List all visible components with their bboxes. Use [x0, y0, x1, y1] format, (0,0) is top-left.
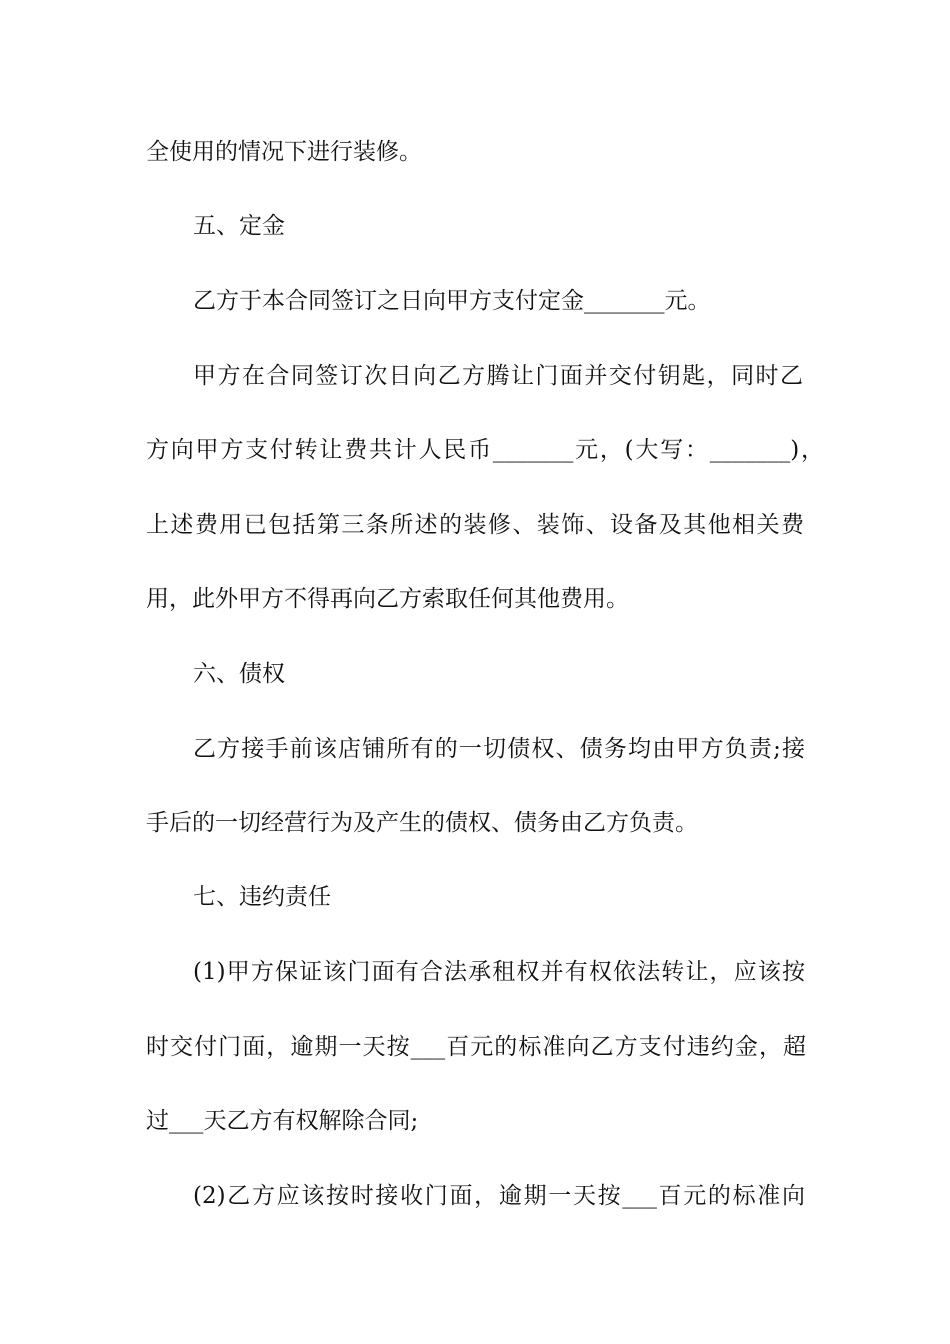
paragraph-line: 手后的一切经营行为及产生的债权、债务由乙方负责。 [146, 810, 698, 836]
paragraph-line: 过___天乙方有权解除合同; [146, 1108, 419, 1134]
section-heading: 七、违约责任 [193, 884, 331, 910]
paragraph-line: 上述费用已包括第三条所述的装修、装饰、设备及其他相关费 [146, 512, 804, 538]
paragraph-line: 方向甲方支付转让费共计人民币_______元，(大写：_______)， [146, 437, 824, 463]
paragraph-line: 甲方在合同签订次日向乙方腾让门面并交付钥匙，同时乙 [193, 363, 803, 389]
paragraph-line: (2)乙方应该按时接收门面，逾期一天按___百元的标准向 [193, 1183, 805, 1209]
paragraph-line: 全使用的情况下进行装修。 [146, 139, 422, 165]
paragraph-line: (1)甲方保证该门面有合法承租权并有权依法转让，应该按 [193, 959, 805, 985]
paragraph-line: 时交付门面，逾期一天按___百元的标准向乙方支付违约金，超 [146, 1034, 806, 1060]
paragraph-line: 用，此外甲方不得再向乙方索取任何其他费用。 [146, 586, 629, 612]
paragraph-line: 乙方接手前该店铺所有的一切债权、债务均由甲方负责;接 [193, 736, 805, 762]
paragraph-line: 乙方于本合同签订之日向甲方支付定金_______元。 [193, 288, 711, 314]
section-heading: 六、债权 [193, 661, 285, 687]
section-heading: 五、定金 [193, 213, 285, 239]
